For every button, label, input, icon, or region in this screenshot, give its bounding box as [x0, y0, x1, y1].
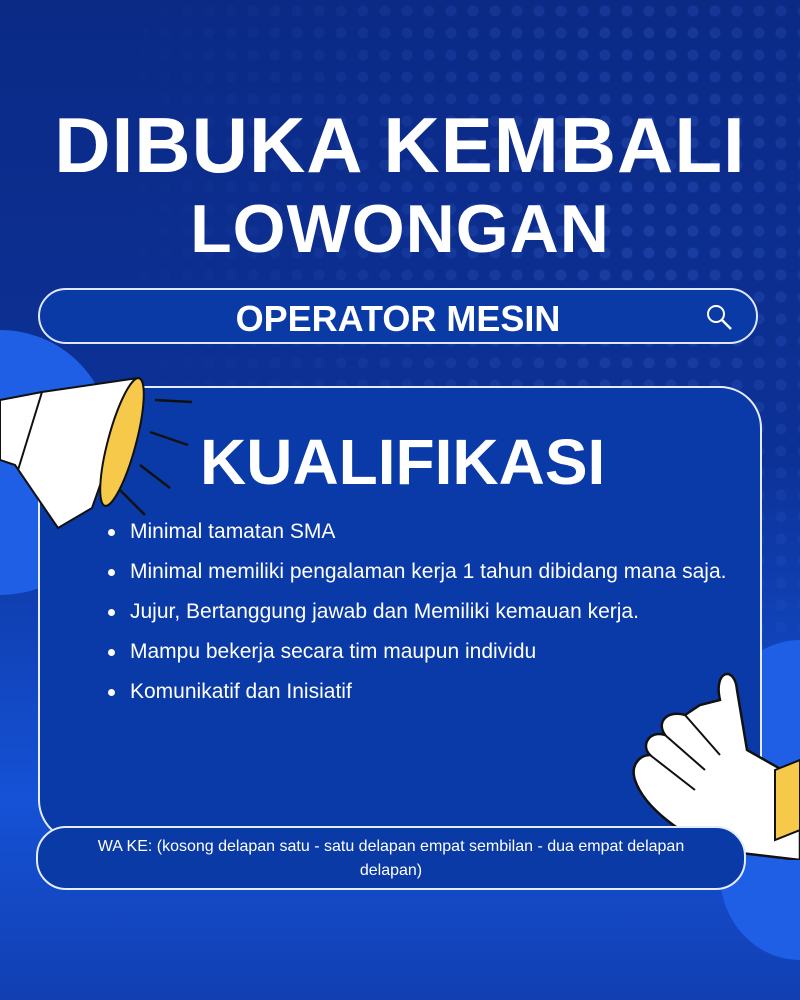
- job-title-search-bar: [38, 288, 758, 344]
- list-item-text: Minimal memiliki pengalaman kerja 1 tahun dibidang mana saja.: [130, 560, 727, 583]
- whatsapp-contact: WA KE: (kosong delapan satu - satu delapan empat sembilan - dua empat delapan delapan): [36, 826, 746, 890]
- list-item-text: Minimal tamatan SMA: [130, 520, 336, 543]
- list-item: [106, 552, 746, 592]
- list-item: [106, 592, 746, 632]
- megaphone-icon: [0, 370, 200, 530]
- list-item-text: Komunikatif dan Inisiatif: [130, 680, 352, 703]
- list-item-text: Mampu bekerja secara tim maupun individu: [130, 640, 537, 663]
- headline-line2: LOWONGAN: [190, 191, 610, 267]
- job-title: OPERATOR MESIN: [235, 298, 561, 339]
- headline-line1: DIBUKA KEMBALI: [54, 101, 746, 189]
- list-item: [106, 512, 746, 552]
- qualifications-title: KUALIFIKASI: [200, 426, 606, 498]
- list-item-text: Jujur, Bertanggung jawab dan Memiliki kemauan kerja.: [130, 600, 639, 623]
- search-icon: [704, 302, 734, 332]
